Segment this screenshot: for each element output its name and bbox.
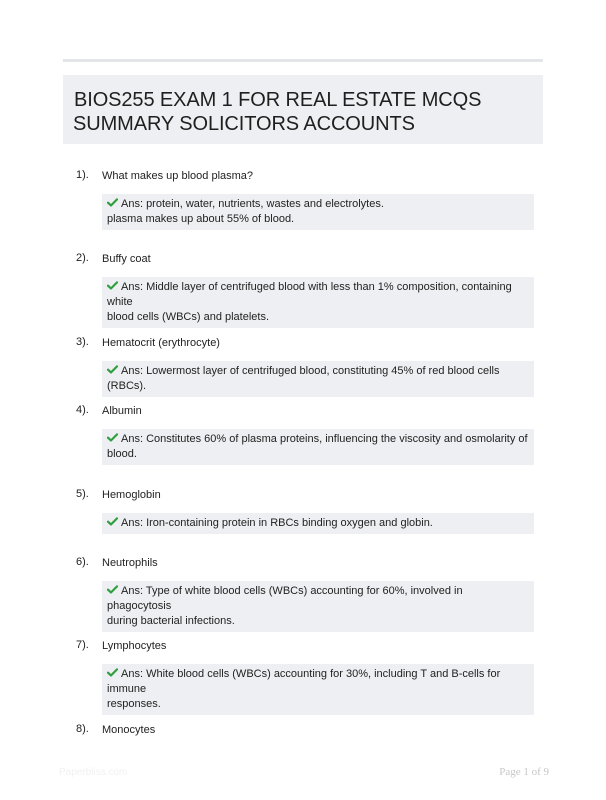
question-text: Hemoglobin (102, 489, 161, 501)
top-rule (63, 59, 543, 62)
answer-box (102, 664, 534, 715)
answer-text: Ans: Middle layer of centrifuged blood with less than 1% composition, containing white (107, 281, 512, 308)
answer-text: Ans: White blood cells (WBCs) accounting for 30%, including T and B-cells for immune (107, 668, 501, 695)
check-icon (107, 365, 118, 374)
check-icon (107, 281, 118, 290)
check-icon (107, 198, 118, 207)
question-number: 7). (76, 639, 89, 651)
answer-text: Ans: Iron-containing protein in RBCs binding oxygen and globin. (121, 517, 433, 529)
answer-box (102, 429, 534, 465)
watermark: Paperbliss.com (59, 767, 128, 778)
question-number: 2). (76, 252, 89, 264)
question-text: Albumin (102, 405, 142, 417)
question-text: Hematocrit (erythrocyte) (102, 337, 220, 349)
question-number: 3). (76, 336, 89, 348)
question-number: 5). (76, 488, 89, 500)
answer-text: during bacterial infections. (107, 615, 235, 627)
document-title-line-1: BIOS255 EXAM 1 FOR REAL ESTATE MCQS (74, 89, 482, 111)
page-indicator: Page 1 of 9 (499, 766, 549, 778)
question-text: Neutrophils (102, 557, 158, 569)
question-text: Buffy coat (102, 253, 151, 265)
answer-box (102, 361, 534, 397)
question-number: 6). (76, 556, 89, 568)
question-text: Lymphocytes (102, 640, 167, 652)
question-text: What makes up blood plasma? (102, 170, 254, 182)
question-number: 1). (76, 169, 89, 181)
answer-box (102, 194, 534, 230)
answer-text: Ans: Type of white blood cells (WBCs) accounting for 60%, involved in phagocytosis (107, 585, 463, 612)
answer-box (102, 277, 534, 328)
answer-box (102, 581, 534, 632)
answer-text: Ans: Constitutes 60% of plasma proteins, influencing the viscosity and osmolarity of (121, 433, 528, 445)
title-box (63, 75, 543, 144)
check-icon (107, 433, 118, 442)
answer-text: blood cells (WBCs) and platelets. (107, 311, 270, 323)
answer-text: responses. (107, 698, 161, 710)
answer-text: blood. (107, 448, 137, 460)
check-icon (107, 517, 118, 526)
check-icon (107, 668, 118, 677)
question-number: 4). (76, 404, 89, 416)
answer-text: Ans: Lowermost layer of centrifuged blood, constituting 45% of red blood cells (RBCs). (107, 365, 500, 392)
answer-text: plasma makes up about 55% of blood. (107, 213, 295, 225)
document-title-line-2: SUMMARY SOLICITORS ACCOUNTS (73, 113, 415, 135)
question-text: Monocytes (102, 724, 156, 736)
question-number: 8). (76, 723, 89, 735)
answer-box (102, 513, 534, 534)
answer-text: Ans: protein, water, nutrients, wastes and electrolytes. (121, 198, 384, 210)
check-icon (107, 585, 118, 594)
